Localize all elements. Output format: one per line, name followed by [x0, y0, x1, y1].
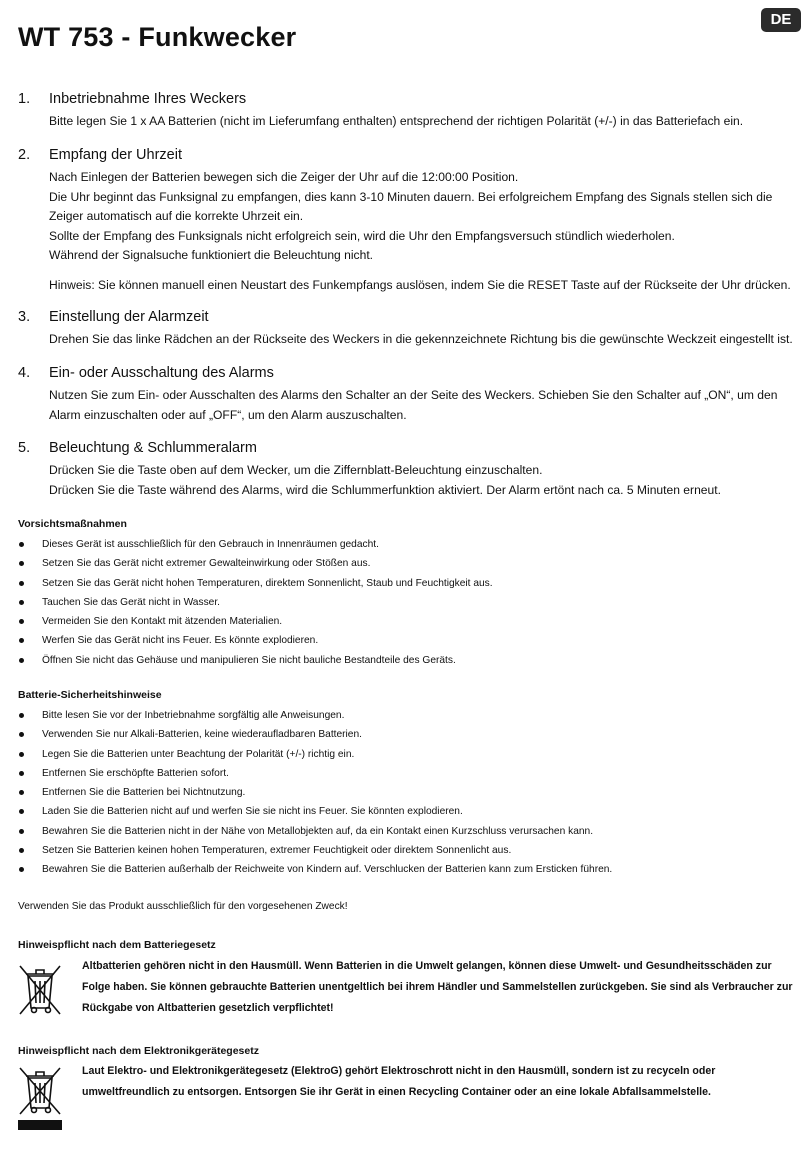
bullet-icon [19, 542, 24, 547]
battery-safety-heading: Batterie-Sicherheitshinweise [18, 689, 162, 701]
list-item: Bitte lesen Sie vor der Inbetriebnahme sorgfältig alle Anweisungen. [18, 706, 798, 725]
list-item: Verwenden Sie nur Alkali-Batterien, keine wiederaufladbaren Batterien. [18, 725, 798, 744]
section-title: Einstellung der Alarmzeit [49, 309, 209, 325]
section-text: Drücken Sie die Taste oben auf dem Wecker, um die Ziffernblatt-Beleuchtung einzuschalten. [49, 463, 543, 477]
section-text: Drücken Sie die Taste während des Alarms, wird die Schlummerfunktion aktiviert. Der Alarm ertönt nach ca. 5 Minuten erneut. [49, 482, 721, 497]
list-item: Öffnen Sie nicht das Gehäuse und manipulieren Sie nicht bauliche Bestandteile des Geräts. [18, 651, 798, 670]
section-text: Bitte legen Sie 1 x AA Batterien (nicht im Lieferumfang enthalten) entsprechend der richtigen Polarität (+/-) in das Batteriefach ein. [49, 114, 744, 128]
section-5 [18, 440, 806, 500]
language-badge: DE [761, 8, 801, 32]
bullet-icon [19, 732, 24, 737]
section-text: Nach Einlegen der Batterien bewegen sich die Zeiger der Uhr auf die 12:00:00 Position. [49, 170, 519, 184]
page-title: WT 753 - Funkwecker [18, 22, 297, 52]
list-item: Setzen Sie das Gerät nicht hohen Temperaturen, direktem Sonnenlicht, Staub und Feuchtigkeit aus. [18, 574, 798, 593]
list-item: Entfernen Sie die Batterien bei Nichtnutzung. [18, 783, 798, 802]
section-number: 3. [18, 309, 31, 325]
list-item: Dieses Gerät ist ausschließlich für den Gebrauch in Innenräumen gedacht. [18, 535, 798, 554]
precautions-list [18, 535, 798, 670]
battery-law-text: Altbatterien gehören nicht in den Hausmüll. Wenn Batterien in die Umwelt gelangen, können diese Umwelt- und Gesundheitsschäden zur Folge haben. Sie können gebrauchte Batterien unentgeltlich bei ihrem Händler und Sammelstellen zurückgeben. Sie sind als Verbraucher zur Rückgabe von Altbatterien gesetzlich verpflichtet! [82, 960, 793, 1014]
bullet-icon [19, 561, 24, 566]
bullet-icon [19, 638, 24, 643]
battery-law-heading: Hinweispflicht nach dem Batteriegesetz [18, 939, 216, 951]
list-item: Setzen Sie das Gerät nicht extremer Gewalteinwirkung oder Stößen aus. [18, 554, 798, 573]
section-title: Empfang der Uhrzeit [49, 147, 182, 163]
section-number: 5. [18, 440, 31, 456]
bullet-icon [19, 848, 24, 853]
section-3 [18, 309, 806, 350]
intended-use-note: Verwenden Sie das Produkt ausschließlich für den vorgesehenen Zweck! [18, 901, 348, 912]
section-number: 2. [18, 147, 31, 163]
list-item: Bewahren Sie die Batterien außerhalb der Reichweite von Kindern auf. Verschlucken der Batterien kann zum Ersticken führen. [18, 860, 798, 879]
list-item: Vermeiden Sie den Kontakt mit ätzenden Materialien. [18, 612, 798, 631]
bullet-icon [19, 809, 24, 814]
electronics-law-text: Laut Elektro- und Elektronikgerätegesetz (ElektroG) gehört Elektroschrott nicht in den Hausmüll, sondern ist zu recyceln oder umweltfreundlich zu entsorgen. Entsorgen Sie ihr Gerät in einen Recycling Container oder an eine lokale Abfallsammelstelle. [82, 1065, 716, 1098]
section-2 [18, 147, 806, 295]
crossed-out-bin-icon [16, 960, 64, 1016]
bullet-icon [19, 600, 24, 605]
list-item: Werfen Sie das Gerät nicht ins Feuer. Es könnte explodieren. [18, 631, 798, 650]
precautions-heading: Vorsichtsmaßnahmen [18, 518, 127, 530]
section-note: Hinweis: Sie können manuell einen Neustart des Funkempfangs auslösen, indem Sie die RESET Taste auf der Rückseite der Uhr drücken. [49, 277, 791, 292]
battery-safety-list [18, 706, 798, 880]
bullet-icon [19, 867, 24, 872]
bullet-icon [19, 658, 24, 663]
section-text: Während der Signalsuche funktioniert die Beleuchtung nicht. [49, 248, 374, 262]
electronics-law-heading: Hinweispflicht nach dem Elektronikgerätegesetz [18, 1045, 259, 1057]
section-text: Die Uhr beginnt das Funksignal zu empfangen, dies kann 3-10 Minuten dauern. Bei erfolgreichem Empfang des Signals stellen sich die Zeiger automatisch auf die korrekte Uhrzeit ein. [49, 189, 773, 223]
bullet-icon [19, 829, 24, 834]
bullet-icon [19, 713, 24, 718]
section-title: Ein- oder Ausschaltung des Alarms [49, 365, 274, 381]
list-item: Setzen Sie Batterien keinen hohen Temperaturen, extremer Feuchtigkeit oder direktem Sonnenlicht aus. [18, 841, 798, 860]
bullet-icon [19, 581, 24, 586]
list-item: Entfernen Sie erschöpfte Batterien sofort. [18, 764, 798, 783]
bullet-icon [19, 752, 24, 757]
list-item: Tauchen Sie das Gerät nicht in Wasser. [18, 593, 798, 612]
list-item: Bewahren Sie die Batterien nicht in der Nähe von Metallobjekten auf, da ein Kontakt einen Kurzschluss verursachen kann. [18, 822, 798, 841]
section-4 [18, 365, 806, 425]
section-title: Beleuchtung & Schlummeralarm [49, 440, 257, 456]
section-text: Sollte der Empfang des Funksignals nicht erfolgreich sein, wird die Uhr den Empfangsversuch stündlich wiederholen. [49, 228, 675, 243]
section-1 [18, 91, 806, 132]
list-item: Laden Sie die Batterien nicht auf und werfen Sie sie nicht ins Feuer. Sie könnten explodieren. [18, 802, 798, 821]
section-title: Inbetriebnahme Ihres Weckers [49, 91, 247, 107]
bullet-icon [19, 771, 24, 776]
list-item: Legen Sie die Batterien unter Beachtung der Polarität (+/-) richtig ein. [18, 745, 798, 764]
section-number: 1. [18, 91, 31, 107]
bullet-icon [19, 790, 24, 795]
bullet-icon [19, 619, 24, 624]
section-text: Nutzen Sie zum Ein- oder Ausschalten des Alarms den Schalter an der Seite des Weckers. Schieben Sie den Schalter auf „ON“, um den Alarm einzuschalten oder auf „OFF“, um den Alarm auszuschalten. [49, 388, 778, 422]
section-number: 4. [18, 365, 31, 381]
crossed-out-bin-with-bar-icon [16, 1064, 64, 1134]
section-text: Drehen Sie das linke Rädchen an der Rückseite des Weckers in die gekennzeichnete Richtung bis die gewünschte Weckzeit eingestellt ist. [49, 332, 793, 346]
